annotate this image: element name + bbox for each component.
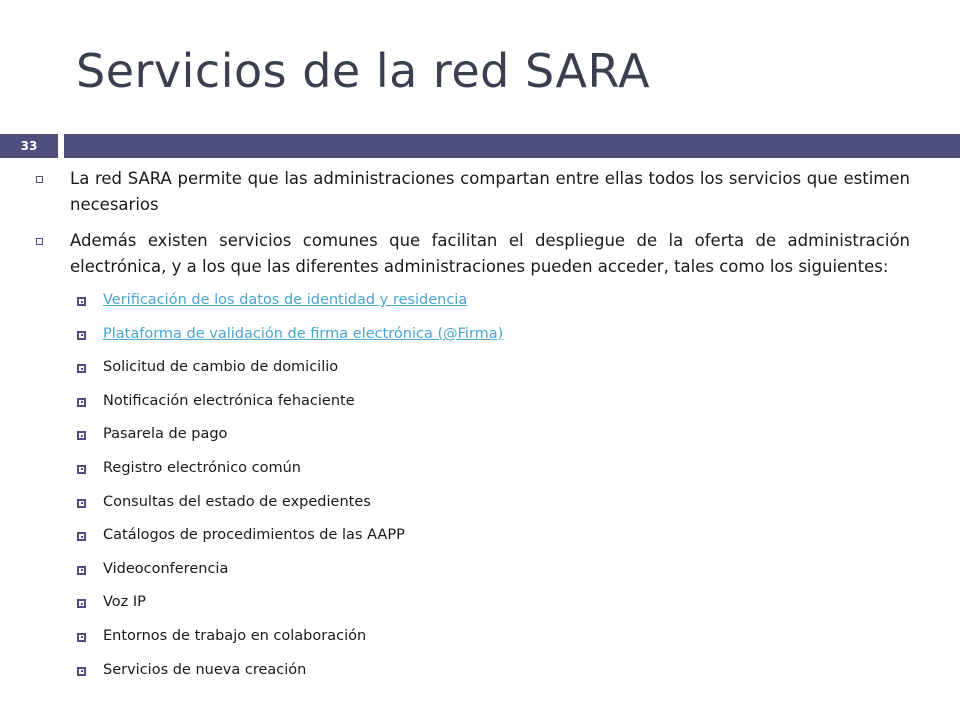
square-bullet-icon: [77, 431, 86, 440]
list-item: [77, 385, 910, 419]
slide-title: Servicios de la red SARA: [76, 44, 651, 98]
square-bullet-icon: [77, 465, 86, 474]
service-label: Pasarela de pago: [103, 426, 228, 443]
service-label: Solicitud de cambio de domicilio: [103, 359, 339, 376]
service-label: Registro electrónico común: [103, 459, 302, 476]
title-underline-bar: [64, 134, 960, 158]
list-item: [77, 351, 910, 385]
list-item: [77, 452, 910, 486]
square-bullet-icon: [77, 398, 86, 407]
square-bullet-icon: [77, 297, 86, 306]
square-bullet-icon: [77, 331, 86, 340]
service-label: Videoconferencia: [103, 560, 229, 577]
bullet-item: [36, 228, 910, 280]
square-bullet-icon: [77, 633, 86, 642]
service-label: Consultas del estado de expedientes: [103, 493, 371, 510]
service-label: Servicios de nueva creación: [103, 661, 307, 678]
square-bullet-icon: [77, 532, 86, 541]
square-bullet-icon: [77, 364, 86, 373]
list-item: [77, 586, 910, 620]
list-item: [77, 486, 910, 520]
service-label: Notificación electrónica fehaciente: [103, 392, 355, 409]
square-bullet-icon: [77, 566, 86, 575]
list-item: [77, 418, 910, 452]
bullet-item: [36, 166, 910, 218]
list-item: [77, 553, 910, 587]
services-list: [77, 284, 910, 687]
bullet-text: Además existen servicios comunes que facilitan el despliegue de la oferta de administración electrónica, y a los que las diferentes administraciones pueden acceder, tales como los siguientes:: [70, 231, 910, 276]
service-link-identity-verification[interactable]: Verificación de los datos de identidad y residencia: [103, 292, 468, 308]
list-item: [77, 318, 910, 352]
square-bullet-icon: [77, 599, 86, 608]
square-bullet-icon: [36, 238, 43, 245]
slide-number: 33: [0, 134, 58, 158]
slide-content: [36, 166, 910, 687]
square-bullet-icon: [77, 499, 86, 508]
square-bullet-icon: [77, 667, 86, 676]
service-link-afirma[interactable]: Plataforma de validación de firma electrónica (@Firma): [103, 325, 504, 342]
list-item: [77, 519, 910, 553]
service-label: Voz IP: [103, 594, 146, 611]
bullet-text: La red SARA permite que las administraciones compartan entre ellas todos los servicios que estimen necesarios: [70, 169, 910, 214]
list-item: [77, 620, 910, 654]
list-item: [77, 284, 910, 318]
service-label: Catálogos de procedimientos de las AAPP: [103, 527, 405, 544]
service-label: Entornos de trabajo en colaboración: [103, 627, 367, 644]
list-item: [77, 654, 910, 688]
square-bullet-icon: [36, 176, 43, 183]
